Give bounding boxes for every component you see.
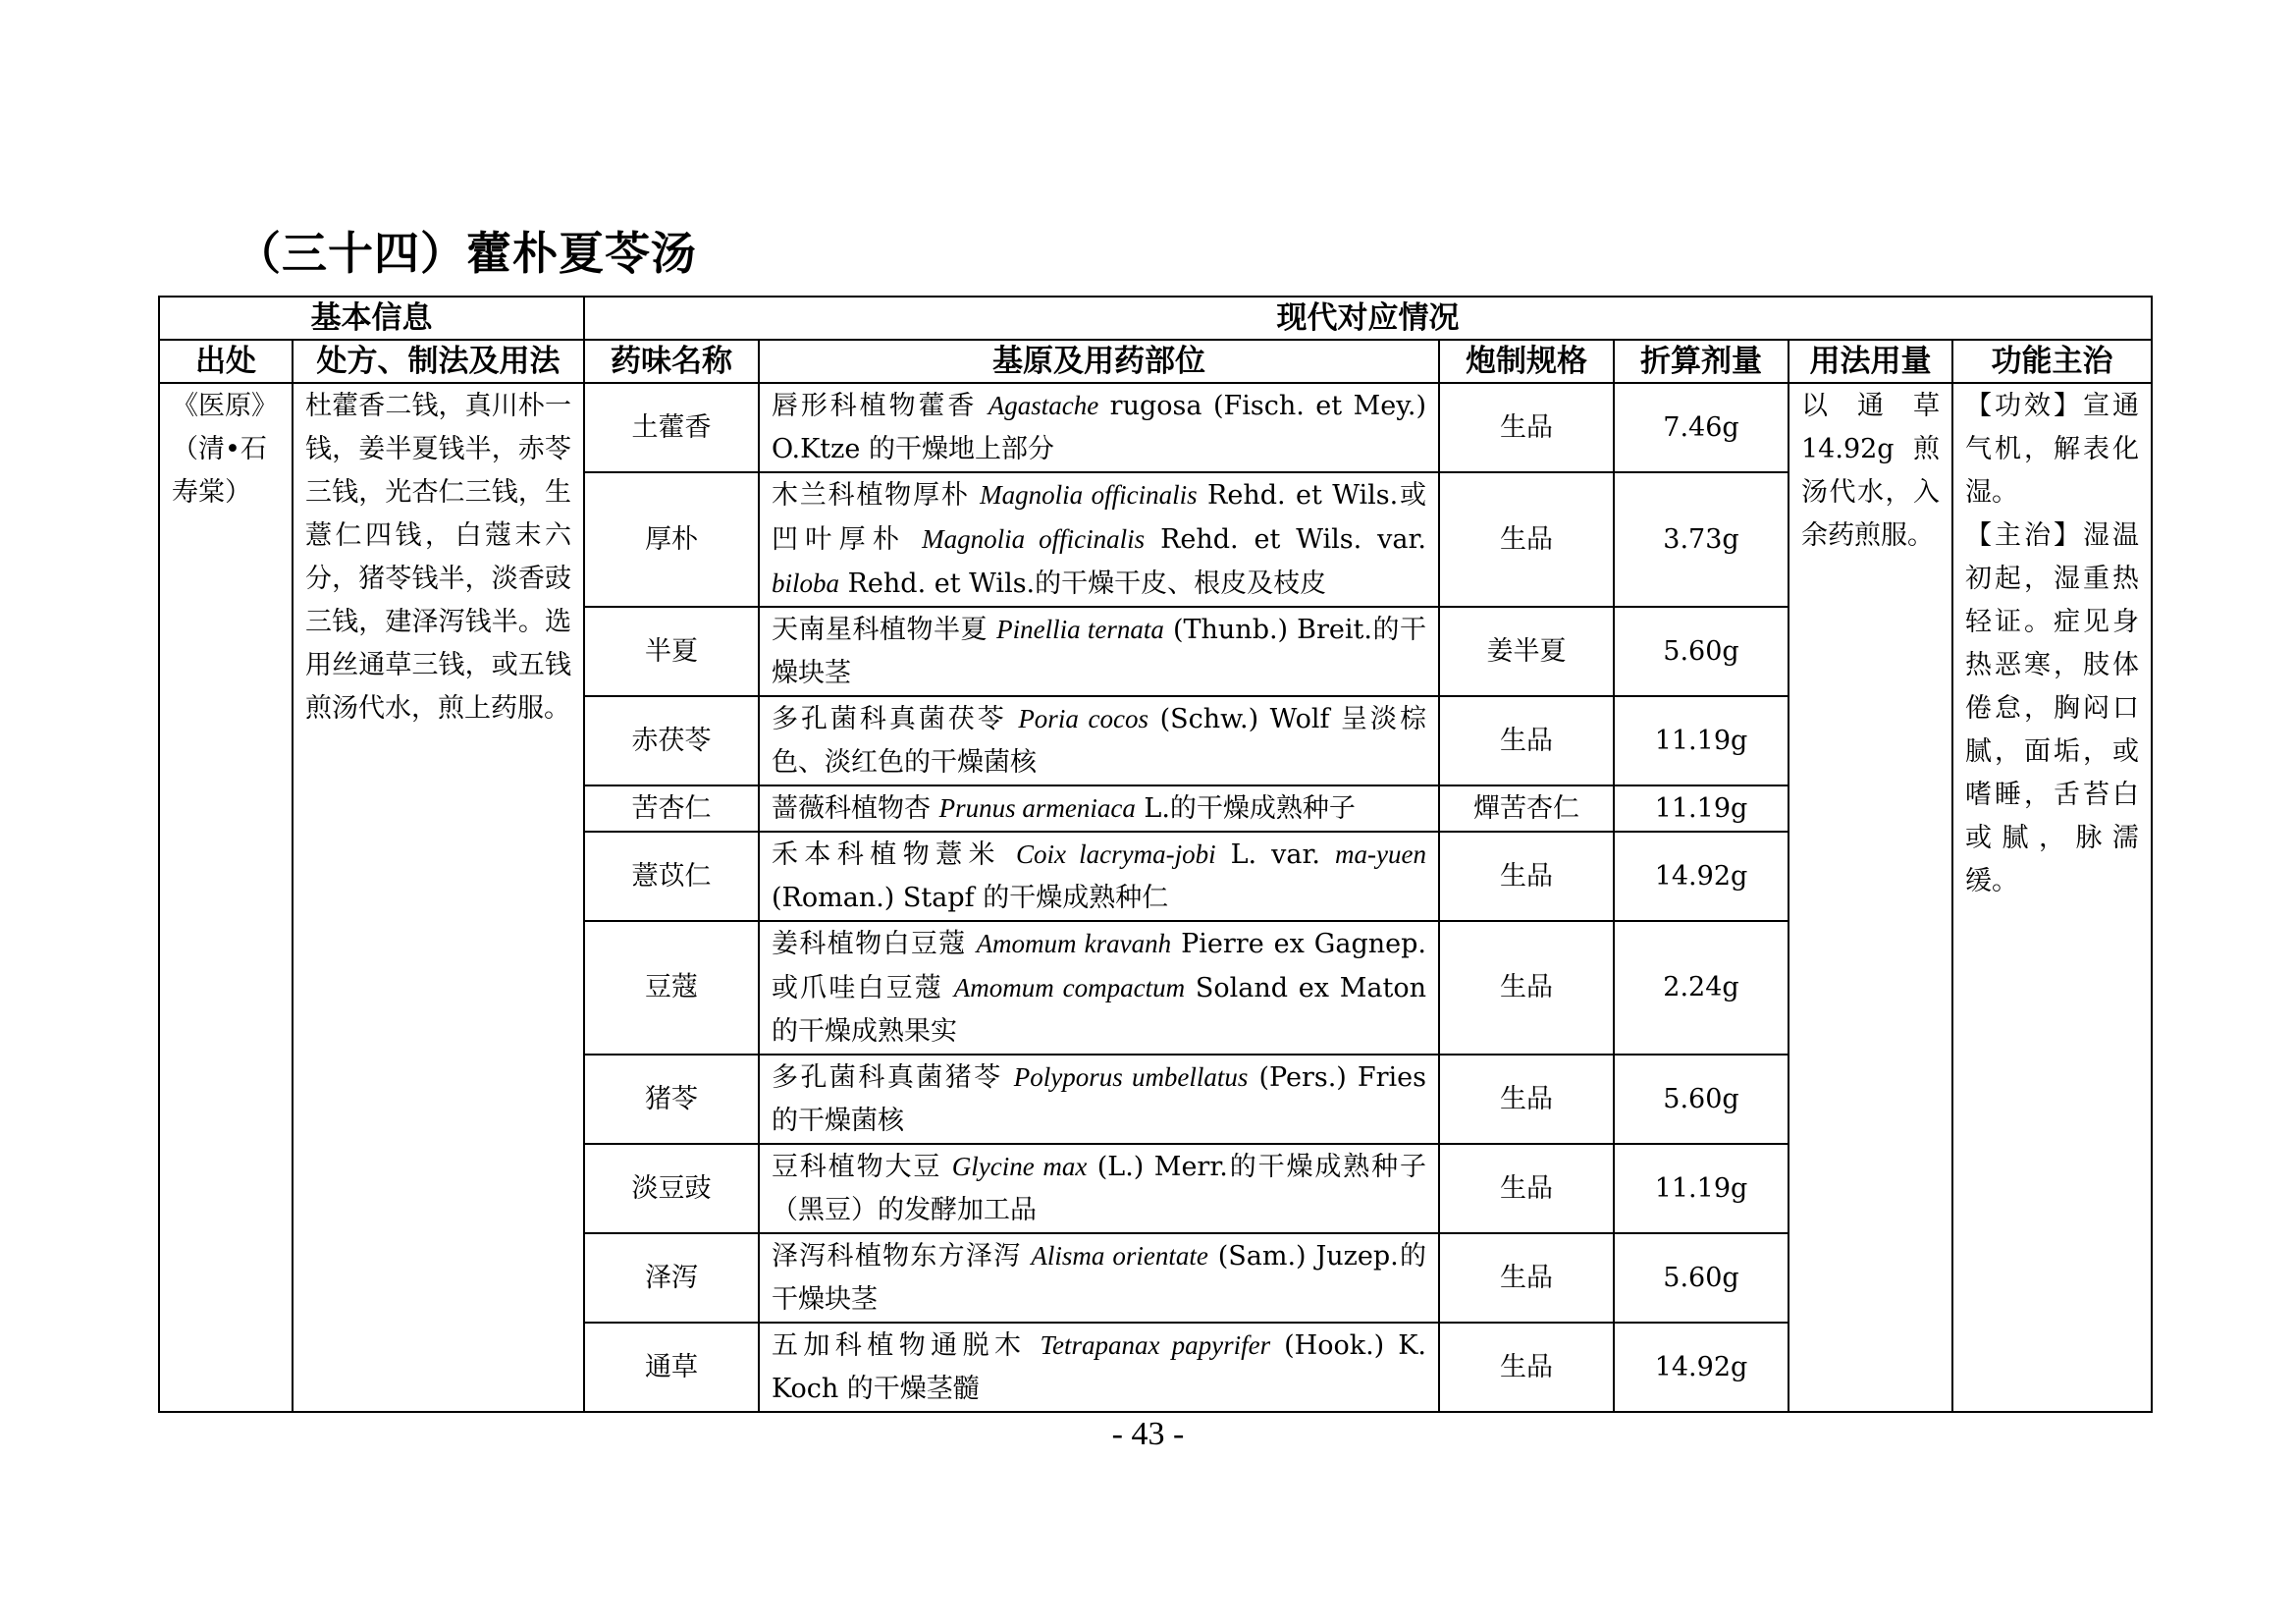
header-modern-info: 现代对应情况 [584,297,2152,340]
herb-origin-cell: 多孔菌科真菌猪苓 Polyporus umbellatus (Pers.) Fries 的干燥菌核 [759,1055,1439,1144]
herb-origin-cell: 蔷薇科植物杏 Prunus armeniaca L.的干燥成熟种子 [759,785,1439,832]
herb-processing-cell: 生品 [1439,1323,1614,1412]
header-prescription: 处方、制法及用法 [293,340,584,383]
herb-table-body [159,383,2152,1412]
herb-dose-cell: 11.19g [1614,696,1789,785]
header-column-row [159,340,2152,383]
herb-name-cell: 猪苓 [584,1055,759,1144]
herb-processing-cell: 生品 [1439,472,1614,607]
herb-processing-cell: 燀苦杏仁 [1439,785,1614,832]
herb-origin-cell: 泽泻科植物东方泽泻 Alisma orientate (Sam.) Juzep.的干燥块茎 [759,1233,1439,1323]
herb-name-cell: 淡豆豉 [584,1144,759,1233]
function-efficacy: 【功效】宣通气机，解表化湿。 [1965,391,2140,508]
herb-name-cell: 厚朴 [584,472,759,607]
herb-dose-cell: 14.92g [1614,1323,1789,1412]
herb-name-cell: 豆蔻 [584,921,759,1055]
herb-processing-cell: 生品 [1439,383,1614,472]
header-origin: 基原及用药部位 [759,340,1439,383]
herb-name-cell: 通草 [584,1323,759,1412]
herb-processing-cell: 生品 [1439,921,1614,1055]
function-indication: 【主治】湿温初起，湿重热轻证。症见身热恶寒，肢体倦怠，胸闷口腻，面垢，或嗜睡，舌苔白或腻，脉濡缓。 [1965,520,2140,896]
herb-name-cell: 薏苡仁 [584,832,759,921]
herb-name-cell: 赤茯苓 [584,696,759,785]
herb-origin-cell: 天南星科植物半夏 Pinellia ternata (Thunb.) Breit.的干燥块茎 [759,607,1439,696]
herb-name-cell: 泽泻 [584,1233,759,1323]
herb-origin-cell: 豆科植物大豆 Glycine max (L.) Merr.的干燥成熟种子（黑豆）的发酵加工品 [759,1144,1439,1233]
herb-origin-cell: 姜科植物白豆蔻 Amomum kravanh Pierre ex Gagnep.或爪哇白豆蔻 Amomum compactum Soland ex Maton 的干燥成熟果实 [759,921,1439,1055]
herb-processing-cell: 姜半夏 [1439,607,1614,696]
header-basic-info: 基本信息 [159,297,584,340]
herb-processing-cell: 生品 [1439,1233,1614,1323]
header-source: 出处 [159,340,293,383]
herb-dose-cell: 3.73g [1614,472,1789,607]
herb-origin-cell: 唇形科植物藿香 Agastache rugosa (Fisch. et Mey.) O.Ktze 的干燥地上部分 [759,383,1439,472]
herb-origin-cell: 多孔菌科真菌茯苓 Poria cocos (Schw.) Wolf 呈淡棕色、淡红色的干燥菌核 [759,696,1439,785]
table-row [159,383,2152,472]
herb-origin-cell: 木兰科植物厚朴 Magnolia officinalis Rehd. et Wils.或凹叶厚朴 Magnolia officinalis Rehd. et Wils. var. biloba Rehd. et Wils.的干燥干皮、根皮及枝皮 [759,472,1439,607]
page-number: - 43 - [1111,1416,1185,1452]
header-dose: 折算剂量 [1614,340,1789,383]
page-title: （三十四）藿朴夏苓汤 [236,227,697,280]
function-cell [1952,383,2152,1412]
usage-cell: 以通草14.92g煎汤代水，入余药煎服。 [1789,383,1952,1412]
herb-origin-cell: 禾本科植物薏米 Coix lacryma-jobi L. var. ma-yuen (Roman.) Stapf 的干燥成熟种仁 [759,832,1439,921]
formula-table [158,296,2153,1413]
herb-processing-cell: 生品 [1439,696,1614,785]
header-function: 功能主治 [1952,340,2152,383]
header-usage: 用法用量 [1789,340,1952,383]
header-group-row [159,297,2152,340]
herb-origin-cell: 五加科植物通脱木 Tetrapanax papyrifer (Hook.) K. Koch 的干燥茎髓 [759,1323,1439,1412]
herb-dose-cell: 14.92g [1614,832,1789,921]
herb-dose-cell: 2.24g [1614,921,1789,1055]
herb-dose-cell: 11.19g [1614,1144,1789,1233]
herb-name-cell: 土藿香 [584,383,759,472]
herb-processing-cell: 生品 [1439,1144,1614,1233]
herb-dose-cell: 5.60g [1614,607,1789,696]
header-herb-name: 药味名称 [584,340,759,383]
prescription-cell: 杜藿香二钱，真川朴一钱，姜半夏钱半，赤苓三钱，光杏仁三钱，生薏仁四钱，白蔻末六分，猪苓钱半，淡香豉三钱，建泽泻钱半。选用丝通草三钱，或五钱煎汤代水，煎上药服。 [293,383,584,1412]
source-cell: 《医原》（清•石寿棠） [159,383,293,1412]
header-processing: 炮制规格 [1439,340,1614,383]
herb-dose-cell: 11.19g [1614,785,1789,832]
herb-name-cell: 半夏 [584,607,759,696]
herb-dose-cell: 5.60g [1614,1233,1789,1323]
herb-dose-cell: 7.46g [1614,383,1789,472]
herb-name-cell: 苦杏仁 [584,785,759,832]
herb-processing-cell: 生品 [1439,832,1614,921]
herb-processing-cell: 生品 [1439,1055,1614,1144]
herb-dose-cell: 5.60g [1614,1055,1789,1144]
